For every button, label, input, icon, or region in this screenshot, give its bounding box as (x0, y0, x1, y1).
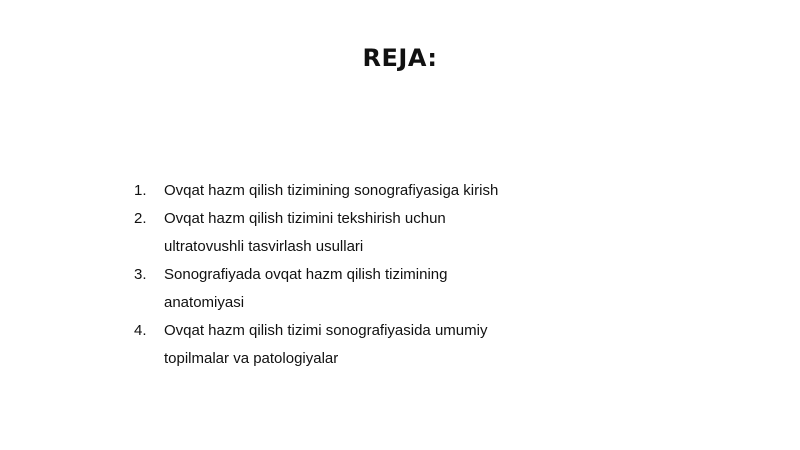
agenda-list (134, 177, 554, 373)
list-item (134, 205, 554, 261)
list-item (134, 177, 554, 205)
list-item-text: Ovqat hazm qilish tizimini tekshirish uchun ultratovushli tasvirlash usullari (164, 210, 446, 255)
list-item-number: 1. (134, 182, 147, 199)
list-item-number: 4. (134, 322, 147, 339)
list-item-text: Sonografiyada ovqat hazm qilish tizimining anatomiyasi (164, 266, 448, 311)
list-item-text: Ovqat hazm qilish tizimi sonografiyasida umumiy topilmalar va patologiyalar (164, 322, 488, 367)
list-item (134, 317, 554, 373)
list-item-text: Ovqat hazm qilish tizimining sonografiyasiga kirish (164, 182, 499, 199)
slide-title: REJA: (362, 44, 438, 72)
list-item-number: 2. (134, 210, 147, 227)
list-item-number: 3. (134, 266, 147, 283)
list-item (134, 261, 554, 317)
